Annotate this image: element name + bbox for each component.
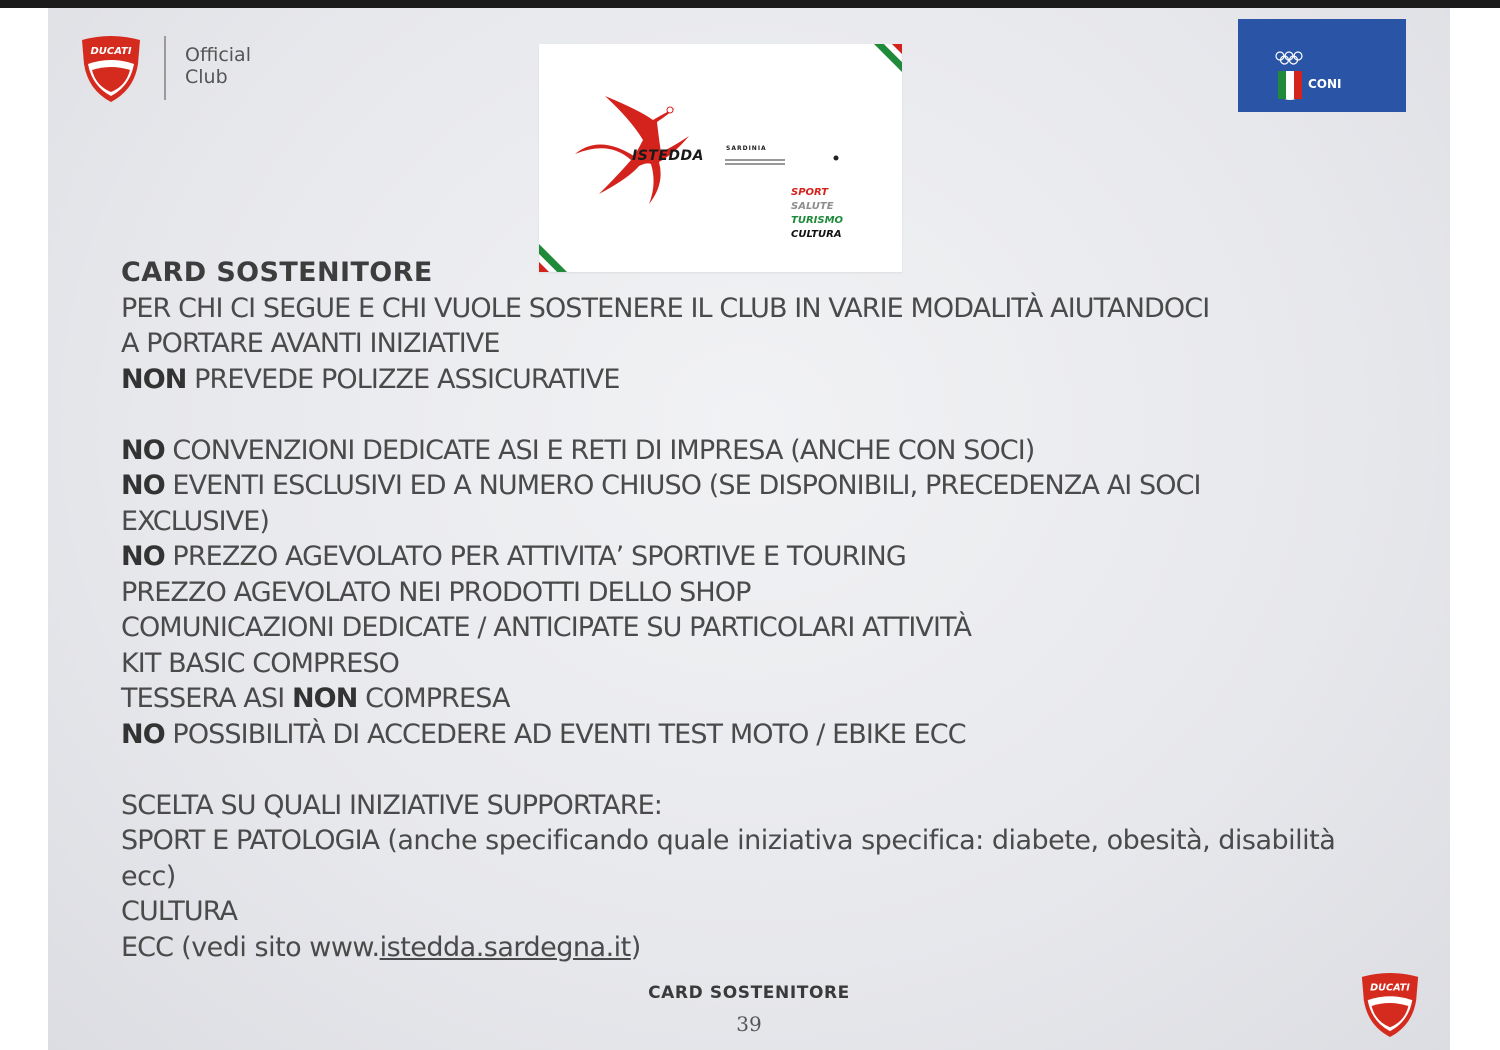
coni-logo (1238, 19, 1406, 112)
no-eventi-line: NO EVENTI ESCLUSIVI ED A NUMERO CHIUSO (SE DISPONIBILI, PRECEDENZA AI SOCI (121, 470, 1201, 501)
intro-line-2: A PORTARE AVANTI INIZIATIVE (121, 328, 500, 359)
ducati-logo-icon (78, 34, 144, 104)
official-club-label (185, 44, 251, 88)
top-bar (0, 0, 1500, 8)
page-number: 39 (736, 1012, 762, 1036)
no-eventi-continuation: EXCLUSIVE) (121, 505, 270, 537)
card-line-cultura: CULTURA (791, 229, 842, 240)
svg-text:DUCATI: DUCATI (90, 46, 132, 57)
no-convenzioni-line: NO CONVENZIONI DEDICATE ASI E RETI DI IMPRESA (ANCHE CON SOCI) (121, 434, 1035, 466)
main-content (121, 255, 1381, 965)
kit-line: KIT BASIC COMPRESO (121, 647, 399, 679)
website-link[interactable]: istedda.sardegna.it (379, 931, 631, 963)
sport-patologia-continuation: ecc) (121, 860, 176, 892)
no-test-line: NO POSSIBILITÀ DI ACCEDERE AD EVENTI TEST MOTO / EBIKE ECC (121, 718, 966, 750)
content-title: CARD SOSTENITORE (121, 257, 433, 288)
ecc-line: ECC (vedi sito www.istedda.sardegna.it) (121, 931, 641, 963)
tessera-line: TESSERA ASI NON COMPRESA (121, 683, 510, 714)
club-line-1: Official (185, 44, 251, 66)
no-prezzo-line: NO PREZZO AGEVOLATO PER ATTIVITA’ SPORTIVE E TOURING (121, 541, 906, 572)
club-divider (164, 36, 166, 100)
slide (48, 8, 1450, 1050)
footer-title: CARD SOSTENITORE (648, 983, 850, 1003)
scelta-line: SCELTA SU QUALI INIZIATIVE SUPPORTARE: (121, 789, 663, 821)
right-margin (1450, 8, 1500, 1050)
sport-patologia-line: SPORT E PATOLOGIA (anche specificando quale iniziativa specifica: diabete, obesità, disabilità (121, 825, 1336, 856)
card-line-turismo: TURISMO (791, 215, 844, 226)
shop-line: PREZZO AGEVOLATO NEI PRODOTTI DELLO SHOP (121, 576, 751, 608)
card-brand: ISTEDDA (632, 148, 704, 164)
coni-label: CONI (1308, 77, 1342, 91)
comunicazioni-line: COMUNICAZIONI DEDICATE / ANTICIPATE SU PARTICOLARI ATTIVITÀ (121, 612, 972, 643)
club-line-2: Club (185, 66, 228, 88)
card-region: SARDINIA (726, 145, 767, 152)
card-taglines (791, 186, 843, 242)
intro-line-1: PER CHI CI SEGUE E CHI VUOLE SOSTENERE IL CLUB IN VARIE MODALITÀ AIUTANDOCI (121, 292, 1210, 324)
svg-text:DUCATI: DUCATI (1370, 982, 1410, 994)
card-line-salute: SALUTE (791, 201, 834, 212)
cultura-line: CULTURA (121, 896, 238, 927)
olympic-rings-icon (1238, 19, 1406, 112)
card-line-sport: SPORT (791, 187, 829, 198)
istedda-star-icon (539, 44, 902, 272)
non-polizze-line: NON PREVEDE POLIZZE ASSICURATIVE (121, 363, 620, 395)
ducati-footer-logo-icon (1358, 970, 1422, 1040)
istedda-card-image (539, 44, 902, 272)
